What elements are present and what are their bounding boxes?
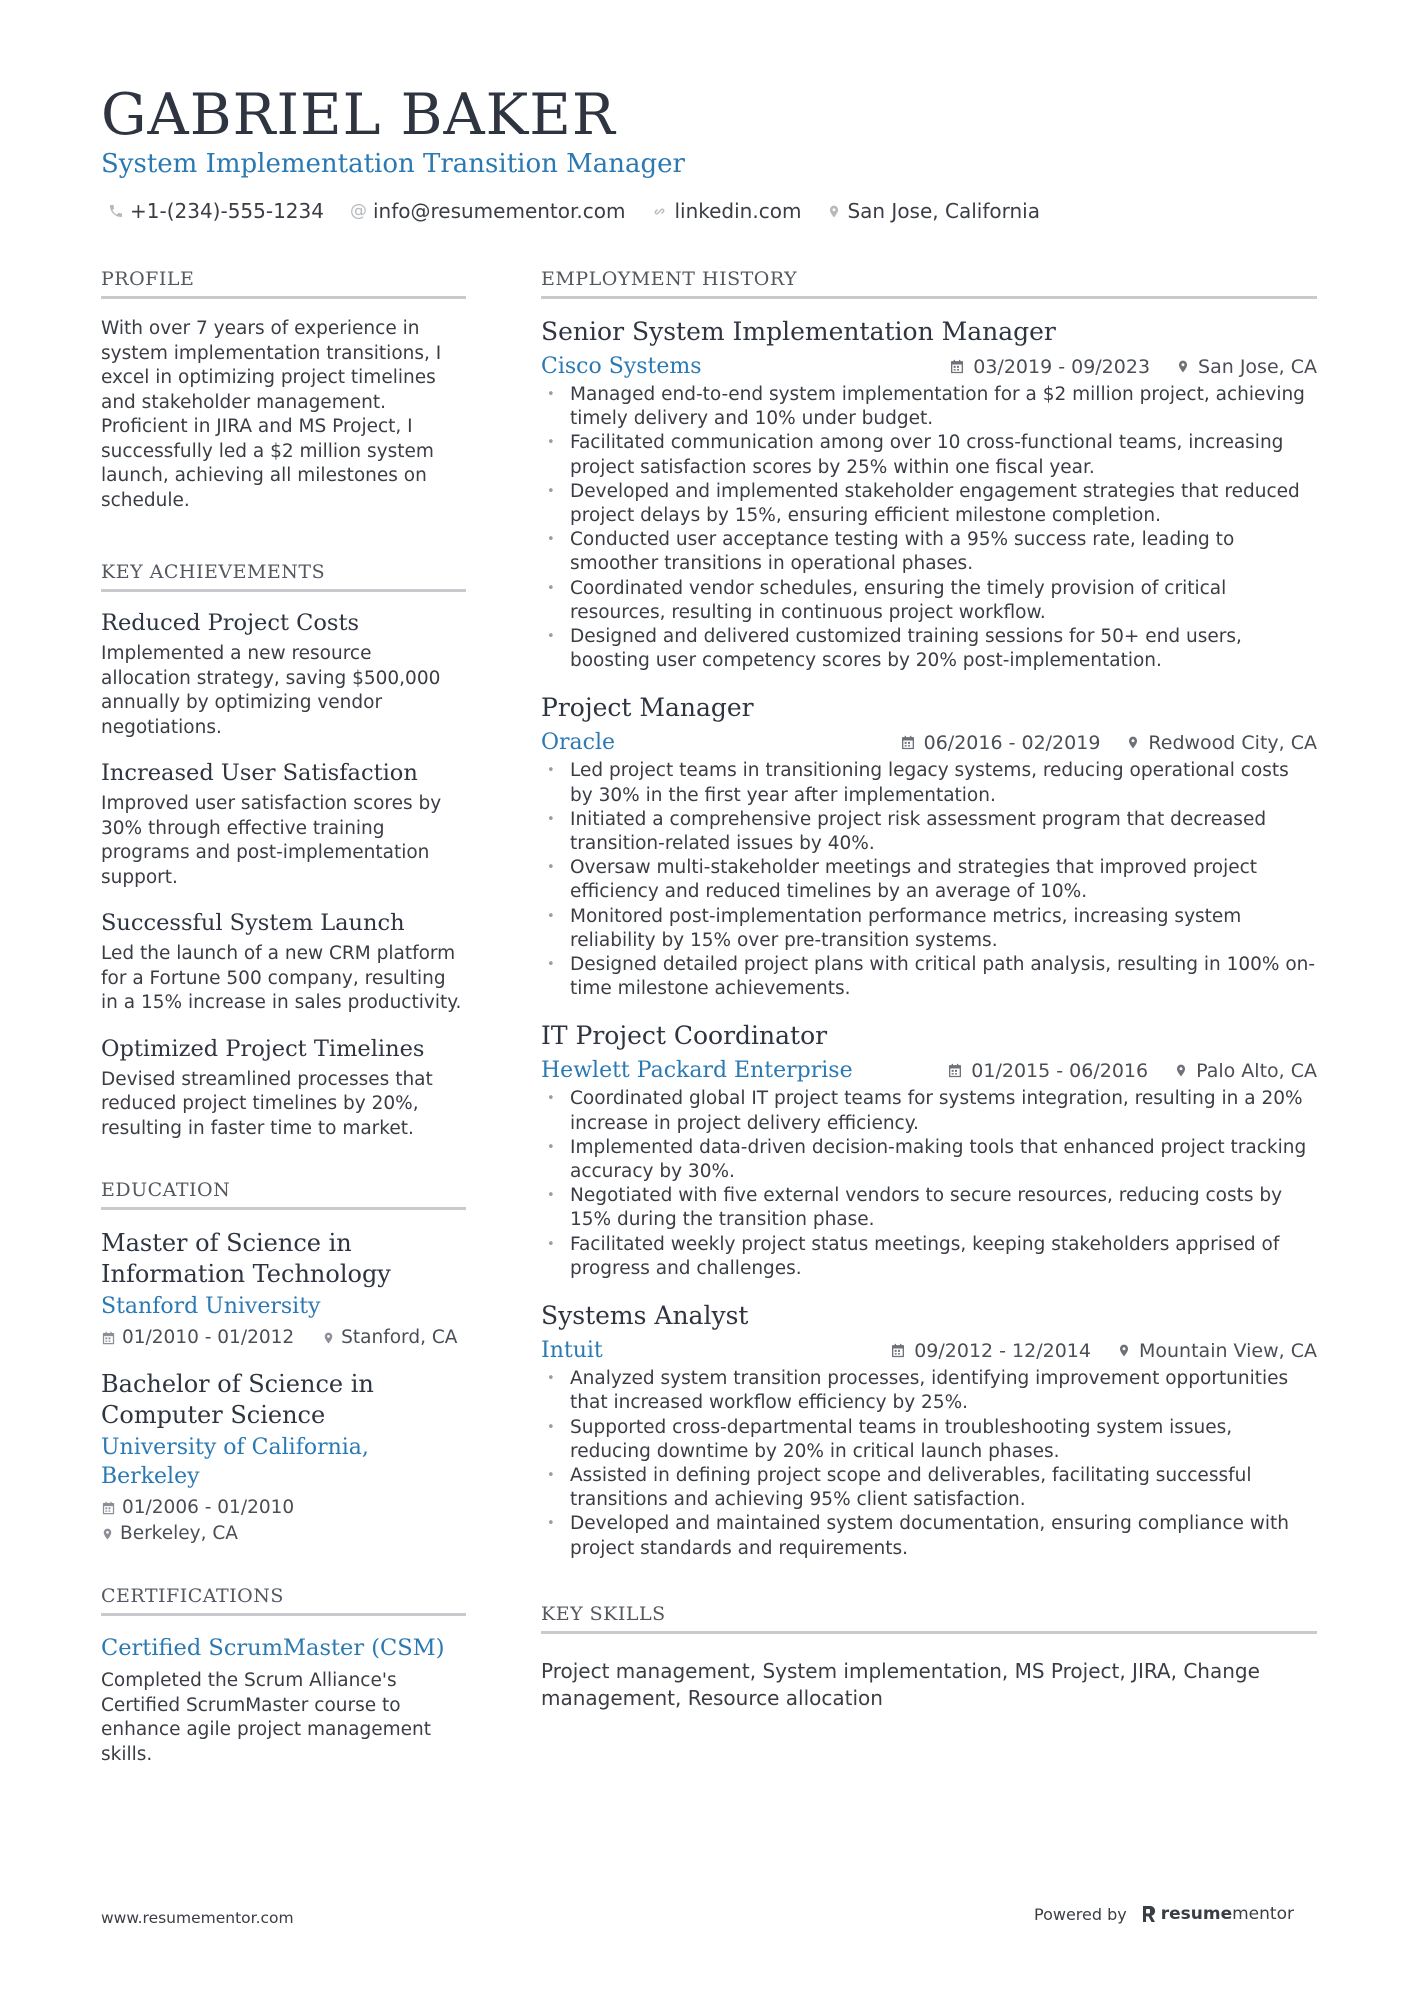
education-item [101,1369,466,1547]
contact-location [827,199,1040,223]
job-entry [541,1301,1317,1561]
education-location-row [101,1521,466,1547]
map-pin-icon [1176,358,1190,375]
achievement-text: Implemented a new resource allocation strategy, saving $500,000 annually by optimizing vendor negotiations. [101,643,441,738]
job-info-row [541,730,1317,755]
education-location: Berkeley, CA [120,1523,238,1544]
job-location: Mountain View, CA [1139,1339,1317,1362]
list-item: • Developed and implemented stakeholder engagement strategies that reduced project delays by 15%, ensuring efficient milestone completion. [541,480,1317,528]
map-pin-icon [101,1526,114,1542]
list-item: • Negotiated with five external vendors to secure resources, reducing costs by 15% during the transition phase. [541,1184,1317,1232]
map-pin-icon [827,203,841,220]
company-name: Oracle [541,730,616,756]
list-item: • Supported cross-departmental teams in troubleshooting system issues, reducing downtime by 20% in critical launch phases. [541,1416,1317,1464]
job-entry [541,1021,1317,1281]
list-item: • Conducted user acceptance testing with a 95% success rate, leading to smoother transitions in operational phases. [541,528,1317,576]
achievements-section [101,561,466,1141]
skills-heading: KEY SKILLS [541,1603,1317,1634]
list-item: • Initiated a comprehensive project risk assessment program that decreased transition-related issues by 40%. [541,808,1317,856]
linkedin-text: linkedin.com [674,199,802,223]
list-item: • Designed detailed project plans with critical path analysis, resulting in 100% on-time milestone achievements. [541,953,1317,1001]
right-column [541,268,1317,1712]
education-heading: EDUCATION [101,1179,466,1210]
job-meta [949,356,1317,378]
achievement-text: Devised streamlined processes that reduced project timelines by 20%, resulting in faster time to market. [101,1068,433,1139]
achievement-text: Improved user satisfaction scores by 30% through effective training programs and post-implementation support. [101,793,442,888]
calendar-icon [949,358,965,375]
employment-section [541,268,1317,1561]
brand-name-right: mentor [1232,1904,1294,1924]
certification-item [101,1634,466,1767]
achievement-item [101,610,466,740]
education-meta [101,1325,466,1351]
candidate-title: System Implementation Transition Manager [101,149,685,179]
job-title: Senior System Implementation Manager [541,317,1056,346]
education-dates: 01/2006 - 01/2010 [122,1497,295,1518]
calendar-icon [101,1500,116,1516]
resumementor-logo-icon [1141,1904,1157,1924]
company-name: Hewlett Packard Enterprise [541,1058,853,1084]
certifications-section [101,1585,466,1767]
achievement-text: Led the launch of a new CRM platform for a Fortune 500 company, resulting in a 15% increase in sales productivity. [101,943,462,1013]
list-item: • Coordinated vendor schedules, ensuring the timely provision of critical resources, resulting in continuous project workflow. [541,577,1317,625]
contact-linkedin[interactable] [651,199,801,223]
calendar-icon [947,1062,963,1079]
achievement-title: Increased User Satisfaction [101,760,418,786]
achievements-heading: KEY ACHIEVEMENTS [101,561,466,592]
education-location: Stanford, CA [341,1327,458,1348]
contact-phone [108,199,324,223]
email-text: info@resumementor.com [372,199,626,223]
job-location: Redwood City, CA [1148,731,1317,754]
job-info-row [541,354,1317,379]
achievement-title: Successful System Launch [101,910,405,936]
job-location: Palo Alto, CA [1196,1059,1317,1082]
brand-name-left: resume [1160,1904,1233,1924]
job-title: IT Project Coordinator [541,1021,828,1051]
list-item: • Designed and delivered customized training sessions for 50+ end users, boosting user competency scores by 20% post-implementation. [541,625,1317,673]
degree: Bachelor of Science in Computer Science [101,1370,374,1429]
location-text: San Jose, California [847,199,1040,223]
map-pin-icon [1126,734,1140,751]
profile-section [101,268,466,513]
link-icon [651,203,668,220]
list-item: • Analyzed system transition processes, identifying improvement opportunities that increased workflow efficiency by 25%. [541,1367,1317,1415]
at-icon: @ [349,201,367,221]
company-name: Cisco Systems [541,354,702,379]
list-item: • Coordinated global IT project teams for systems integration, resulting in a 20% increase in project delivery efficiency. [541,1087,1317,1135]
calendar-icon [900,734,916,751]
job-info-row [541,1338,1317,1363]
education-section [101,1179,466,1547]
footer-website[interactable]: www.resumementor.com [101,1909,294,1927]
job-entry [541,693,1317,1001]
profile-text: With over 7 years of experience in system implementation transitions, I excel in optimizing project timelines and stakeholder management. Proficient in JIRA and MS Project, I successfully led a $2 million system launch, achieving all milestones on schedule. [101,318,442,511]
achievement-item [101,910,466,1016]
company-name: Intuit [541,1338,603,1364]
profile-heading: PROFILE [101,268,466,299]
job-title: Systems Analyst [541,1301,749,1331]
skills-text: Project management, System implementation, MS Project, JIRA, Change management, Resource allocation [541,1658,1260,1710]
job-meta [900,732,1317,754]
job-meta [890,1340,1317,1362]
achievement-item [101,760,466,890]
job-bullets [541,1367,1317,1561]
list-item: • Oversaw multi-stakeholder meetings and strategies that improved project efficiency and reduced timelines by an average of 10%. [541,856,1317,904]
contact-email[interactable] [350,199,625,223]
powered-by-label: Powered by [1034,1904,1127,1924]
list-item: • Facilitated weekly project status meetings, keeping stakeholders apprised of progress and challenges. [541,1233,1317,1281]
job-bullets [541,1087,1317,1281]
job-meta [947,1060,1317,1082]
education-item [101,1228,466,1351]
school: University of California, Berkeley [101,1435,369,1489]
achievement-title: Optimized Project Timelines [101,1035,425,1062]
job-bullets [541,383,1317,673]
list-item: • Managed end-to-end system implementation for a $2 million project, achieving timely delivery and 10% under budget. [541,383,1317,431]
employment-heading: EMPLOYMENT HISTORY [541,268,1317,299]
job-title: Project Manager [541,693,754,723]
list-item: • Developed and maintained system documentation, ensuring compliance with project standards and requirements. [541,1512,1317,1560]
map-pin-icon [1117,1342,1131,1359]
job-dates: 03/2019 - 09/2023 [973,355,1151,378]
job-dates: 09/2012 - 12/2014 [914,1339,1091,1362]
map-pin-icon [1174,1062,1188,1079]
phone-text: +1-(234)-555-1234 [130,199,324,223]
degree: Master of Science in Information Technology [101,1229,391,1288]
achievement-item [101,1036,466,1142]
certification-title: Certified ScrumMaster (CSM) [101,1635,445,1661]
job-location: San Jose, CA [1198,355,1317,378]
certifications-heading: CERTIFICATIONS [101,1585,466,1616]
brand-logo[interactable] [1141,1904,1294,1924]
contact-bar [108,199,1040,223]
candidate-name: GABRIEL BAKER [101,82,616,148]
left-column [101,268,466,1767]
skills-section [541,1603,1317,1712]
list-item: • Monitored post-implementation performance metrics, increasing system reliability by 15% over pre-transition systems. [541,905,1317,953]
school: Stanford University [101,1294,321,1319]
calendar-icon [101,1330,116,1346]
job-dates: 06/2016 - 02/2019 [923,731,1101,754]
calendar-icon [890,1342,906,1359]
job-entry [541,317,1317,673]
list-item: • Facilitated communication among over 10 cross-functional teams, increasing project satisfaction scores by 25% within one fiscal year. [541,431,1317,479]
list-item: • Implemented data-driven decision-making tools that enhanced project tracking accuracy by 30%. [541,1136,1317,1184]
list-item: • Led project teams in transitioning legacy systems, reducing operational costs by 30% in the first year after implementation. [541,759,1317,807]
phone-icon [108,203,124,219]
job-dates: 01/2015 - 06/2016 [971,1059,1149,1082]
job-info-row [541,1058,1317,1083]
achievement-title: Reduced Project Costs [101,610,360,636]
job-bullets [541,759,1317,1001]
education-dates: 01/2010 - 01/2012 [122,1327,295,1348]
footer-powered [1034,1904,1294,1924]
certification-text: Completed the Scrum Alliance's Certified ScrumMaster course to enhance agile project management skills. [101,1670,431,1765]
education-dates-row [101,1495,466,1521]
list-item: • Assisted in defining project scope and deliverables, facilitating successful transitions and achieving 95% client satisfaction. [541,1464,1317,1512]
map-pin-icon [322,1330,335,1346]
